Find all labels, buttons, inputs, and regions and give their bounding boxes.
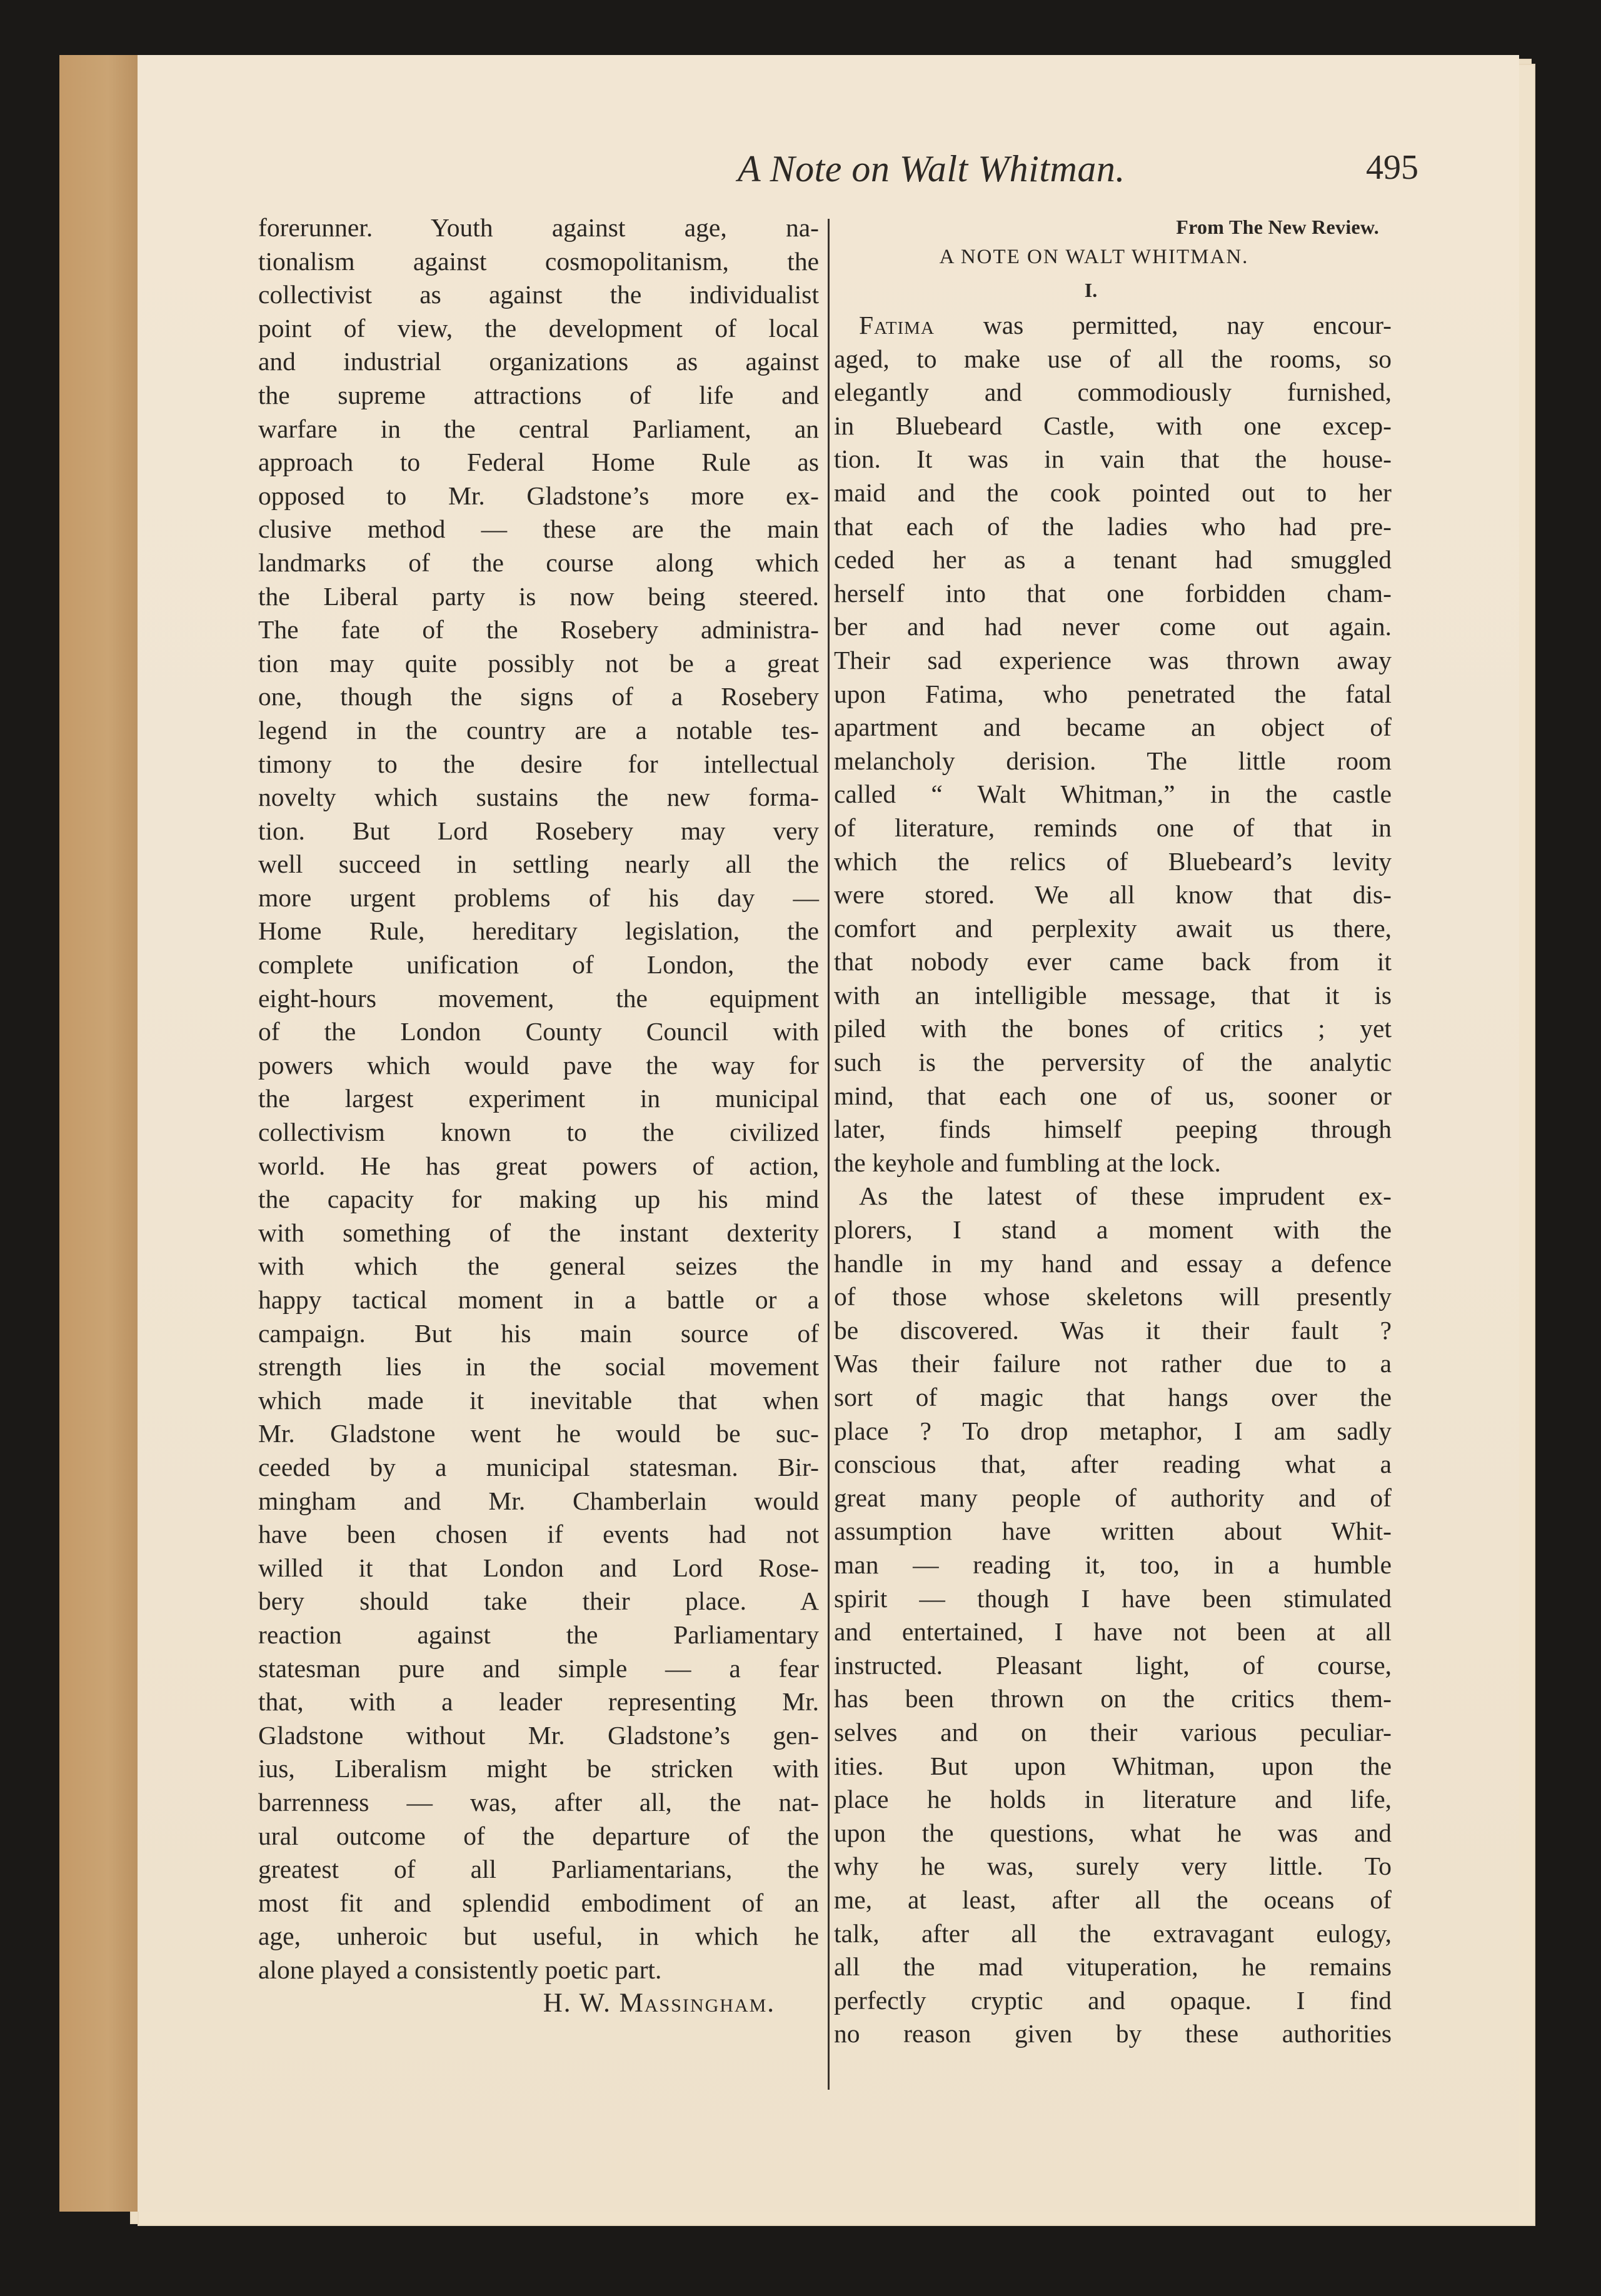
text-line: point of view, the development of local [258, 313, 819, 343]
text-line: of literature, reminds one of that in [834, 813, 1392, 842]
text-line: aged, to make use of all the rooms, so [834, 344, 1392, 373]
paragraph-1 [834, 309, 1392, 1180]
text-line: upon the questions, what he was and [834, 1818, 1392, 1847]
text-line: ities. But upon Whitman, upon the [834, 1751, 1392, 1780]
text-line: apartment and became an object of [834, 713, 1392, 742]
source-credit: From The New Review. [1176, 216, 1379, 238]
text-line: and industrial organizations as against [258, 347, 819, 376]
text-line: the Liberal party is now being steered. [258, 581, 819, 611]
text-line: most fit and splendid embodiment of an [258, 1888, 819, 1917]
text-line: herself into that one forbidden cham- [834, 578, 1392, 608]
text-line: why he was, surely very little. To [834, 1852, 1392, 1881]
running-title: A Note on Walt Whitman. [738, 148, 1125, 189]
text-line: willed it that London and Lord Rose- [258, 1553, 819, 1582]
binding-strip [59, 55, 141, 2212]
text-line: tion. It was in vain that the house- [834, 444, 1392, 474]
text-line: instructed. Pleasant light, of course, [834, 1650, 1392, 1680]
section-numeral: I. [1084, 279, 1098, 301]
text-line: assumption have written about Whit- [834, 1516, 1392, 1546]
drop-word: Fatima [859, 311, 935, 339]
text-line: place ? To drop metaphor, I am sadly [834, 1416, 1392, 1445]
text-line: that, with a leader representing Mr. [258, 1687, 819, 1717]
text-line: age, unheroic but useful, in which he [258, 1922, 819, 1951]
text-line: statesman pure and simple — a fear [258, 1653, 819, 1683]
article-title: A NOTE ON WALT WHITMAN. [939, 246, 1249, 268]
left-column [258, 211, 819, 2020]
text-line: well succeed in settling nearly all the [258, 850, 819, 879]
text-line: ius, Liberalism might be stricken with [258, 1754, 819, 1783]
text-line: man — reading it, too, in a humble [834, 1550, 1392, 1579]
text-line: that each of the ladies who had pre- [834, 511, 1392, 541]
text-line: the supreme attractions of life and [258, 380, 819, 409]
paragraph-2 [834, 1180, 1392, 2050]
text-line: no reason given by these authorities [834, 2019, 1392, 2048]
text-line: forerunner. Youth against age, na- [258, 213, 819, 242]
text-line: melancholy derision. The little room [834, 746, 1392, 775]
text-line: ural outcome of the departure of the [258, 1821, 819, 1850]
text-line: warfare in the central Parliament, an [258, 414, 819, 443]
text-line: world. He has great powers of action, [258, 1151, 819, 1180]
text-line: great many people of authority and of [834, 1483, 1392, 1512]
text-line: bery should take their place. A [258, 1587, 819, 1616]
text-line: the largest experiment in municipal [258, 1084, 819, 1113]
text-line: of the London County Council with [258, 1017, 819, 1046]
text-line: with something of the instant dexterity [258, 1218, 819, 1247]
text-line: in Bluebeard Castle, with one excep- [834, 411, 1392, 440]
text-line: barrenness — was, after all, the nat- [258, 1787, 819, 1817]
text-line: ceeded by a municipal statesman. Bir- [258, 1452, 819, 1481]
text-line: Mr. Gladstone went he would be suc- [258, 1419, 819, 1448]
text-line: collectivist as against the individualist [258, 280, 819, 309]
text-line: that nobody ever came back from it [834, 947, 1392, 976]
text-line: Fatima was permitted, nay encour- [859, 311, 1392, 339]
text-line: landmarks of the course along which [258, 548, 819, 577]
text-line: the capacity for making up his mind [258, 1185, 819, 1214]
text-line: the keyhole and fumbling at the lock. [834, 1148, 1221, 1177]
text-line: comfort and perplexity await us there, [834, 913, 1392, 943]
text-line: eight-hours movement, the equipment [258, 983, 819, 1013]
text-line: place he holds in literature and life, [834, 1785, 1392, 1814]
text-line: mingham and Mr. Chamberlain would [258, 1486, 819, 1515]
text-line: me, at least, after all the oceans of [834, 1885, 1392, 1914]
text-line: have been chosen if events had not [258, 1520, 819, 1549]
text-line: selves and on their various peculiar- [834, 1717, 1392, 1747]
text-line: opposed to Mr. Gladstone’s more ex- [258, 481, 819, 510]
text-line: clusive method — these are the main [258, 514, 819, 544]
column-divider [828, 219, 830, 2090]
book-page [138, 55, 1519, 2212]
text-line: such is the perversity of the analytic [834, 1048, 1392, 1077]
text-line: novelty which sustains the new forma- [258, 783, 819, 812]
text-line: timony to the desire for intellectual [258, 749, 819, 778]
text-line: which made it inevitable that when [258, 1385, 819, 1415]
text-line: sort of magic that hangs over the [834, 1383, 1392, 1411]
text-line: spirit — though I have been stimulated [834, 1583, 1392, 1613]
text-line: talk, after all the extravagant eulogy, [834, 1918, 1392, 1948]
text-line: As the latest of these imprudent ex- [859, 1181, 1392, 1211]
text-line: legend in the country are a notable tes- [258, 715, 819, 744]
text-line: maid and the cook pointed out to her [834, 478, 1392, 507]
text-line: were stored. We all know that dis- [834, 880, 1392, 910]
right-column [834, 211, 1392, 2051]
text-line: be discovered. Was it their fault ? [834, 1315, 1392, 1345]
text-line: strength lies in the social movement [258, 1352, 819, 1381]
text-line: Home Rule, hereditary legislation, the [258, 916, 819, 946]
text-line: later, finds himself peeping through [834, 1115, 1392, 1144]
text-line: ceded her as a tenant had smuggled [834, 545, 1392, 574]
text-line: tion. But Lord Rosebery may very [258, 816, 819, 845]
text-line: plorers, I stand a moment with the [834, 1215, 1392, 1245]
text-line: collectivism known to the civilized [258, 1118, 819, 1147]
text-line: happy tactical moment in a battle or a [258, 1285, 819, 1314]
text-line: tion may quite possibly not be a great [258, 648, 819, 678]
text-line: piled with the bones of critics ; yet [834, 1014, 1392, 1043]
text-line: more urgent problems of his day — [258, 883, 819, 912]
text-line: perfectly cryptic and opaque. I find [834, 1985, 1392, 2015]
text-line: which the relics of Bluebeard’s levity [834, 846, 1392, 876]
text-line: greatest of all Parliamentarians, the [258, 1855, 819, 1884]
text-line: approach to Federal Home Rule as [258, 448, 819, 477]
text-line: handle in my hand and essay a defence [834, 1248, 1392, 1278]
text-line: upon Fatima, who penetrated the fatal [834, 679, 1392, 708]
text-line: complete unification of London, the [258, 950, 819, 980]
text-line: conscious that, after reading what a [834, 1450, 1392, 1479]
text-line: ber and had never come out again. [834, 612, 1392, 641]
text-line: alone played a consistently poetic part. [258, 1955, 662, 1984]
text-line: all the mad vituperation, he remains [834, 1952, 1392, 1982]
text-line: with an intelligible message, that it is [834, 980, 1392, 1010]
text-line: with which the general seizes the [258, 1251, 819, 1281]
text-line: of those whose skeletons will presently [834, 1282, 1392, 1311]
text-line: has been thrown on the critics them- [834, 1684, 1392, 1713]
text-line: reaction against the Parliamentary [258, 1620, 819, 1649]
text-line: powers which would pave the way for [258, 1050, 819, 1080]
page-number: 495 [1366, 148, 1418, 187]
text-line: Gladstone without Mr. Gladstone’s gen- [258, 1720, 819, 1750]
text-line: one, though the signs of a Rosebery [258, 682, 819, 711]
text-line: campaign. But his main source of [258, 1318, 819, 1348]
text-line: Their sad experience was thrown away [834, 645, 1392, 674]
text-line: and entertained, I have not been at all [834, 1617, 1392, 1647]
text-line: mind, that each one of us, sooner or [834, 1081, 1392, 1110]
text-line: called “ Walt Whitman,” in the castle [834, 780, 1392, 809]
running-head [138, 148, 1528, 198]
text-line: Was their failure not rather due to a [834, 1349, 1392, 1378]
text-line: elegantly and commodiously furnished, [834, 378, 1392, 407]
author-signature: H. W. Massingham. [543, 1988, 775, 2018]
text-line: tionalism against cosmopolitanism, the [258, 246, 819, 276]
text-line: The fate of the Rosebery administra- [258, 615, 819, 644]
